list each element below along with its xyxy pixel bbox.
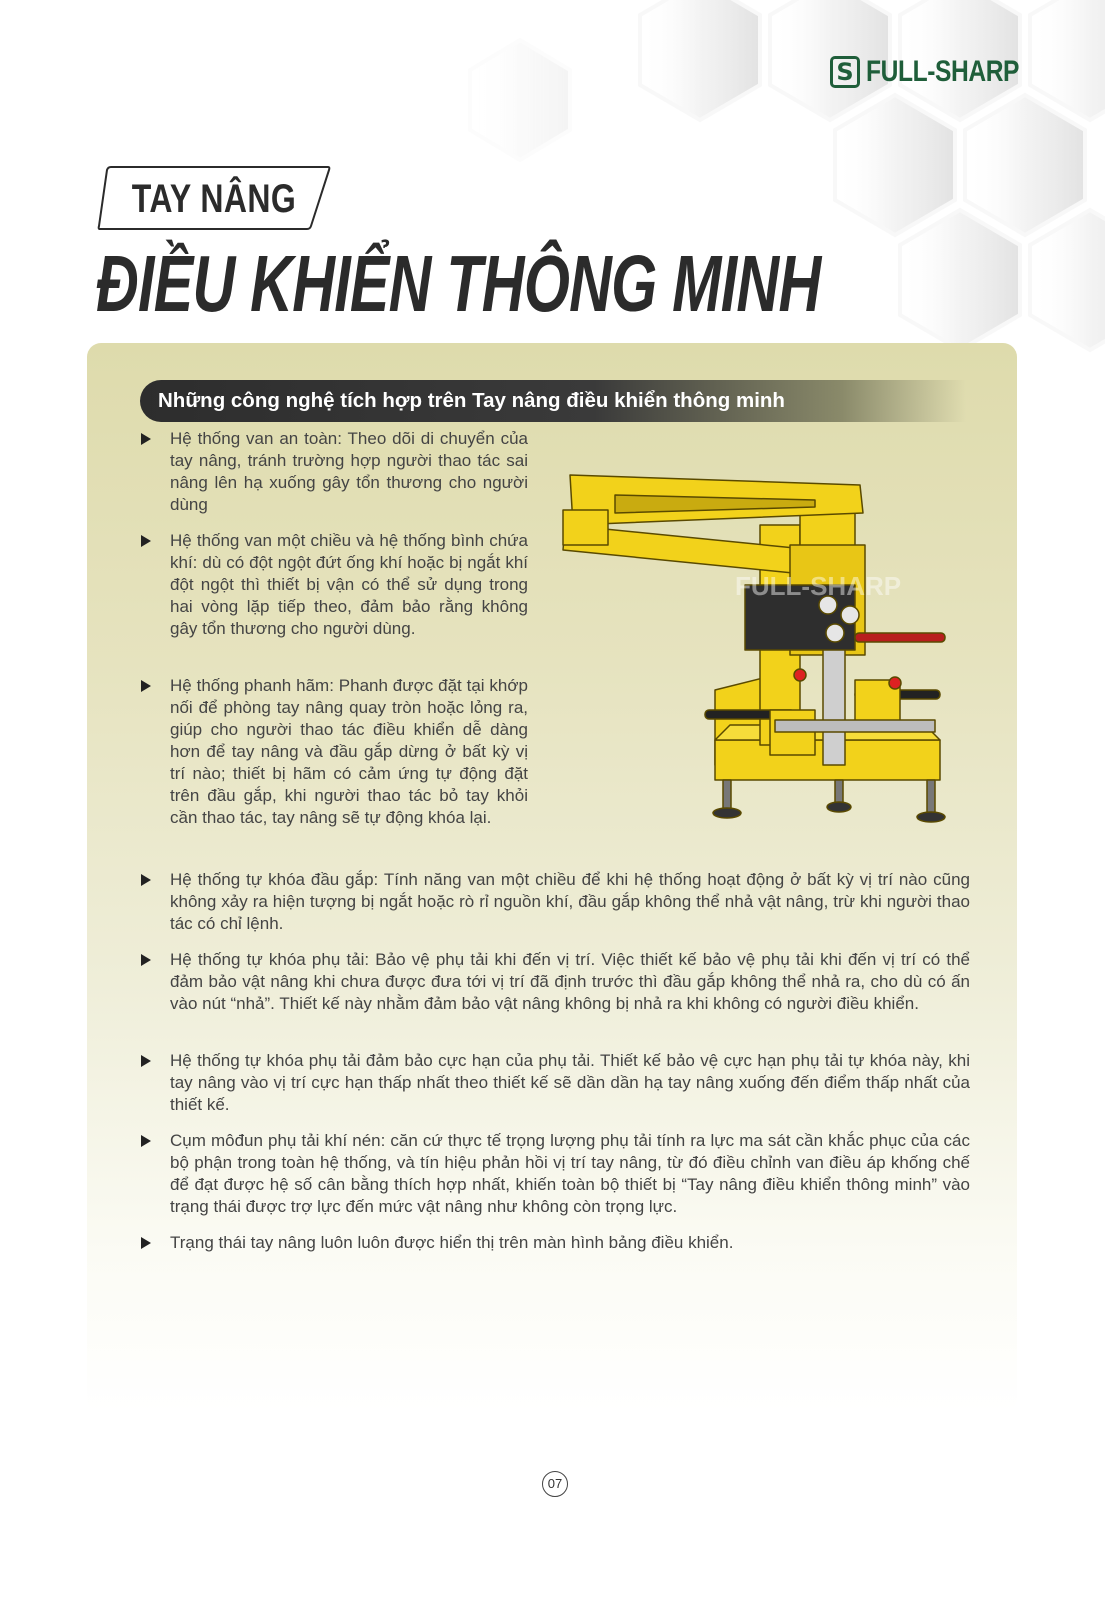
bullet-arrow-icon (141, 954, 151, 966)
list-item (170, 675, 528, 829)
bullet-arrow-icon (141, 1135, 151, 1147)
bullet-arrow-icon (141, 1055, 151, 1067)
bullet-arrow-icon (141, 680, 151, 692)
list-item-text: Hệ thống tự khóa phụ tải: Bảo vệ phụ tải khi đến vị trí. Việc thiết kế bảo vệ phụ tải khi đến vị trí có thể đảm bảo vật nâng khi chưa được đưa tới vị trí đã định trước thì đầu gắp không thể nhả ra, cho dù có ấn vào nút “nhả”. Thiết kế này nhằm đảm bảo vật nâng không bị nhả ra khi không có người điều khiển. (170, 950, 970, 1013)
list-item (170, 869, 970, 935)
title-tag (97, 165, 331, 231)
page-number: 07 (542, 1471, 568, 1497)
list-item-text: Trạng thái tay nâng luôn luôn được hiển thị trên màn hình bảng điều khiển. (170, 1233, 734, 1252)
list-item-text: Cụm môđun phụ tải khí nén: căn cứ thực tế trọng lượng phụ tải tính ra lực ma sát cần khắc phục của các bộ phận trong toàn hệ thống, và tín hiệu phản hồi vị trí tay nâng, từ đó điều chỉnh van điều áp khống chế để đạt được hệ số cân bằng thích hợp nhất, khiến toàn bộ thiết bị “Tay nâng điều khiển thông minh” vào trạng thái được trợ lực đến mức vật nâng như không còn trọng lực. (170, 1131, 970, 1216)
section-heading: Những công nghệ tích hợp trên Tay nâng điều khiển thông minh (158, 389, 785, 412)
bullet-arrow-icon (141, 874, 151, 886)
machine-watermark: FULL-SHARP (735, 571, 902, 601)
section-heading-bar (140, 380, 966, 422)
brand-logo (830, 52, 1053, 92)
logo-s-icon: S (830, 56, 860, 88)
title-tag-text: TAY NÂNG (131, 177, 297, 221)
list-item (170, 428, 528, 516)
bullet-arrow-icon (141, 535, 151, 547)
logo-text: FULL-SHARP (866, 55, 1020, 88)
list-item-text: Hệ thống tự khóa phụ tải đảm bảo cực hạn của phụ tải. Thiết kế bảo vệ cực hạn phụ tải tự khóa này, khi tay nâng vào vị trí cực hạn thấp nhất theo thiết kế sẽ dần dần hạ tay nâng xuống đến điểm thấp nhất của thiết kế. (170, 1051, 970, 1114)
list-item-text: Hệ thống van một chiều và hệ thống bình chứa khí: dù có đột ngột đứt ống khí hoặc bị ngắt khí đột ngột thì thiết bị vận có thể sử dụng trong hai vòng lặp tiếp theo, đảm bảo rằng không gây tổn thương cho người dùng. (170, 531, 528, 638)
list-item (170, 1232, 970, 1254)
bullet-arrow-icon (141, 1237, 151, 1249)
list-item (170, 1130, 970, 1218)
lifting-arm-machine-image (545, 455, 975, 835)
list-item (170, 949, 970, 1015)
list-item-text: Hệ thống phanh hãm: Phanh được đặt tại khớp nối để phòng tay nâng quay tròn hoặc lỏng ra, giúp cho người thao tác điều khiển dễ dàng hơn để tay nâng và đầu gắp dừng ở bất kỳ vị trí nào; thiết bị hãm có cảm ứng tự động đặt trên đầu gắp, khi người thao tác bỏ tay khỏi cần thao tác, tay nâng sẽ tự động khóa lại. (170, 676, 528, 827)
page-title: ĐIỀU KHIỂN THÔNG MINH (96, 239, 821, 328)
list-item-text: Hệ thống van an toàn: Theo dõi di chuyển của tay nâng, tránh trường hợp người thao tác sai nâng lên hạ xuống gây tổn thương cho người dùng (170, 429, 528, 514)
list-item (170, 1050, 970, 1116)
list-item (170, 530, 528, 640)
list-item-text: Hệ thống tự khóa đầu gắp: Tính năng van một chiều để khi hệ thống hoạt động ở bất kỳ vị trí nào cũng không xảy ra hiện tượng bị ngắt hoặc rò rỉ nguồn khí, đầu gắp không thể nhả vật nâng, trừ khi người thao tác có chỉ lệnh. (170, 870, 970, 933)
bullet-arrow-icon (141, 433, 151, 445)
